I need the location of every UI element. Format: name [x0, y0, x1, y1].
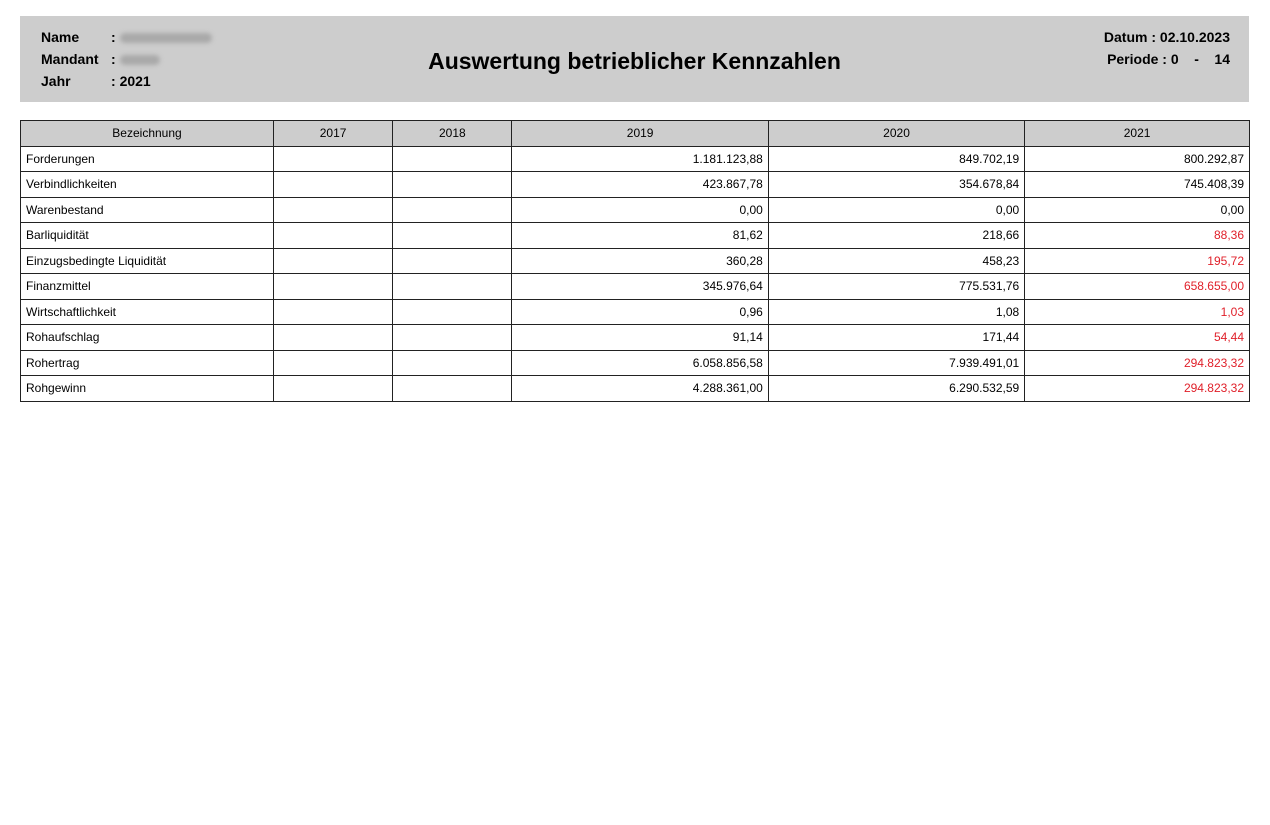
value-cell: 81,62	[512, 223, 768, 249]
value-cell	[393, 223, 512, 249]
row-label: Verbindlichkeiten	[21, 172, 274, 198]
table-row	[21, 223, 1250, 249]
column-header: Bezeichnung	[21, 121, 274, 147]
row-label: Warenbestand	[21, 197, 274, 223]
datum-label: Datum :	[1103, 29, 1157, 45]
redacted-name	[120, 33, 212, 43]
value-cell	[393, 248, 512, 274]
row-label: Rohgewinn	[21, 376, 274, 402]
value-cell: 345.976,64	[512, 274, 768, 300]
value-cell	[274, 197, 393, 223]
value-cell: 0,00	[768, 197, 1024, 223]
row-label: Rohertrag	[21, 350, 274, 376]
table-header-row	[21, 121, 1250, 147]
table-row	[21, 325, 1250, 351]
value-cell	[393, 172, 512, 198]
value-cell: 6.290.532,59	[768, 376, 1024, 402]
mandant-label: Mandant	[41, 51, 99, 67]
table-row	[21, 376, 1250, 402]
value-cell	[274, 146, 393, 172]
report-header	[20, 16, 1249, 102]
value-cell: 88,36	[1025, 223, 1250, 249]
periode-value: 0 - 14	[1170, 51, 1230, 67]
column-header: 2020	[768, 121, 1024, 147]
datum-value: 02.10.2023	[1159, 29, 1230, 45]
column-header: 2021	[1025, 121, 1250, 147]
row-label: Einzugsbedingte Liquidität	[21, 248, 274, 274]
value-cell: 1,03	[1025, 299, 1250, 325]
value-cell: 7.939.491,01	[768, 350, 1024, 376]
value-cell: 360,28	[512, 248, 768, 274]
value-cell: 423.867,78	[512, 172, 768, 198]
value-cell	[393, 350, 512, 376]
value-cell	[274, 172, 393, 198]
report-title: Auswertung betrieblicher Kennzahlen	[428, 48, 841, 74]
value-cell	[274, 350, 393, 376]
value-cell: 658.655,00	[1025, 274, 1250, 300]
table-row	[21, 197, 1250, 223]
row-label: Barliquidität	[21, 223, 274, 249]
value-cell: 4.288.361,00	[512, 376, 768, 402]
value-cell: 0,00	[512, 197, 768, 223]
value-cell	[274, 274, 393, 300]
report-meta-right	[1104, 26, 1230, 70]
value-cell: 745.408,39	[1025, 172, 1250, 198]
table-row	[21, 146, 1250, 172]
name-label: Name	[41, 29, 80, 45]
value-cell	[274, 223, 393, 249]
value-cell	[393, 299, 512, 325]
value-cell	[393, 274, 512, 300]
separator: :	[111, 51, 116, 67]
value-cell	[393, 376, 512, 402]
column-header: 2017	[274, 121, 393, 147]
value-cell	[393, 146, 512, 172]
value-cell: 1.181.123,88	[512, 146, 768, 172]
value-cell: 218,66	[768, 223, 1024, 249]
row-label: Wirtschaftlichkeit	[21, 299, 274, 325]
value-cell: 171,44	[768, 325, 1024, 351]
value-cell: 354.678,84	[768, 172, 1024, 198]
value-cell	[274, 376, 393, 402]
value-cell	[393, 197, 512, 223]
separator: :	[111, 29, 116, 45]
row-label: Forderungen	[21, 146, 274, 172]
value-cell: 195,72	[1025, 248, 1250, 274]
jahr-label: Jahr	[41, 73, 71, 89]
table-row	[21, 299, 1250, 325]
value-cell: 294.823,32	[1025, 376, 1250, 402]
value-cell: 849.702,19	[768, 146, 1024, 172]
value-cell	[274, 248, 393, 274]
separator: :	[111, 73, 116, 89]
value-cell: 775.531,76	[768, 274, 1024, 300]
column-header: 2018	[393, 121, 512, 147]
table-row	[21, 248, 1250, 274]
periode-label: Periode :	[1107, 51, 1167, 67]
value-cell: 6.058.856,58	[512, 350, 768, 376]
table-row	[21, 350, 1250, 376]
value-cell: 91,14	[512, 325, 768, 351]
value-cell: 294.823,32	[1025, 350, 1250, 376]
value-cell: 0,00	[1025, 197, 1250, 223]
value-cell: 54,44	[1025, 325, 1250, 351]
value-cell: 458,23	[768, 248, 1024, 274]
column-header: 2019	[512, 121, 768, 147]
value-cell	[274, 325, 393, 351]
value-cell: 1,08	[768, 299, 1024, 325]
value-cell: 800.292,87	[1025, 146, 1250, 172]
row-label: Rohaufschlag	[21, 325, 274, 351]
row-label: Finanzmittel	[21, 274, 274, 300]
table-row	[21, 274, 1250, 300]
kennzahlen-table	[20, 120, 1250, 402]
table-row	[21, 172, 1250, 198]
value-cell	[393, 325, 512, 351]
value-cell	[274, 299, 393, 325]
jahr-value: 2021	[119, 73, 151, 89]
value-cell: 0,96	[512, 299, 768, 325]
